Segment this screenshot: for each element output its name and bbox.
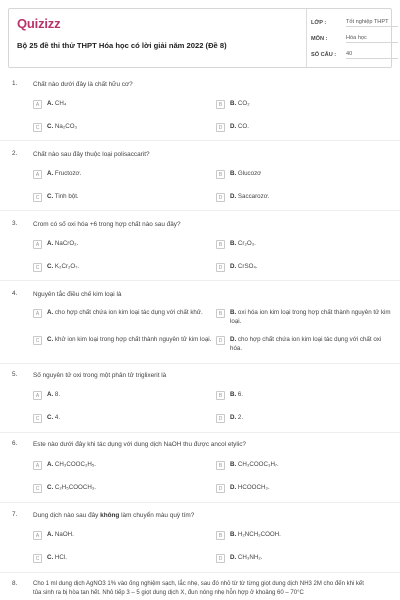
- option-letter-box: C: [33, 336, 42, 345]
- option-d[interactable]: [216, 193, 386, 202]
- option-letter: C.: [47, 554, 54, 561]
- option-b[interactable]: [216, 170, 386, 179]
- question-number: 1.: [12, 80, 18, 87]
- question-text: Chất nào dưới đây là chất hữu cơ?: [33, 81, 133, 88]
- option-text: NaCrO₂.: [54, 240, 79, 247]
- option-c[interactable]: [33, 554, 203, 563]
- option-a[interactable]: [33, 100, 203, 109]
- question-number: 4.: [12, 290, 18, 297]
- option-letter-box: D: [216, 123, 225, 132]
- question-divider: [0, 502, 400, 503]
- option-letter-box: B: [216, 100, 225, 109]
- option-letter-box: D: [216, 193, 225, 202]
- meta-label: MÔN :: [311, 36, 328, 42]
- question-text: Crom có số oxi hóa +6 trong hợp chất nào sau đây?: [33, 221, 181, 228]
- option-c[interactable]: [33, 336, 213, 345]
- option-text: cho hợp chất chứa ion kim loại tác dụng với chất oxi hóa.: [230, 336, 382, 352]
- option-letter: C.: [47, 414, 54, 421]
- option-text: CH₃COOC₂H₅.: [54, 461, 97, 468]
- option-letter-box: A: [33, 240, 42, 249]
- option-letter: C.: [47, 263, 54, 270]
- option-letter-box: A: [33, 309, 42, 318]
- option-letter: C.: [47, 193, 54, 200]
- option-letter-box: B: [216, 391, 225, 400]
- meta-value: 40: [346, 51, 398, 59]
- question-divider: [0, 140, 400, 141]
- option-letter: A.: [47, 170, 54, 177]
- option-d[interactable]: [216, 554, 386, 563]
- option-text: 2.: [237, 414, 244, 421]
- option-letter-box: C: [33, 193, 42, 202]
- option-letter: D.: [230, 123, 237, 130]
- option-text: khử ion kim loại trong hợp chất thành nguyên tử kim loại.: [54, 336, 212, 343]
- option-letter-box: A: [33, 391, 42, 400]
- option-text: CH₃COOC₃H₇.: [237, 461, 279, 468]
- option-letter-box: B: [216, 461, 225, 470]
- question-number: 7.: [12, 511, 18, 518]
- option-text: C₂H₅COOCH₃.: [54, 484, 97, 491]
- question-text: Este nào dưới đây khi tác dụng với dung dịch NaOH thu được ancol etylic?: [33, 441, 246, 448]
- question-divider: [0, 210, 400, 211]
- option-letter: A.: [47, 309, 54, 316]
- question-text: Chất nào sau đây thuộc loại polisaccarit?: [33, 151, 150, 158]
- option-a[interactable]: [33, 170, 203, 179]
- option-letter: B.: [230, 391, 237, 398]
- option-letter: A.: [47, 100, 54, 107]
- option-letter-box: A: [33, 170, 42, 179]
- option-letter-box: B: [216, 531, 225, 540]
- option-text: HCl.: [54, 554, 67, 561]
- option-letter-box: D: [216, 263, 225, 272]
- option-text: cho hợp chất chứa ion kim loại tác dụng với chất khử.: [54, 309, 203, 316]
- option-letter: D.: [230, 414, 237, 421]
- option-letter-box: C: [33, 414, 42, 423]
- option-text: 6.: [237, 391, 244, 398]
- option-letter: C.: [47, 484, 54, 491]
- option-d[interactable]: [216, 123, 386, 132]
- option-letter: D.: [230, 193, 237, 200]
- option-letter: C.: [47, 123, 54, 130]
- option-text: Na₂CO₃: [54, 123, 78, 130]
- quizizz-logo: Quizizz: [17, 16, 61, 31]
- option-letter: B.: [230, 240, 237, 247]
- option-b[interactable]: [216, 309, 392, 326]
- option-c[interactable]: [33, 484, 203, 493]
- option-letter: C.: [47, 336, 54, 343]
- option-letter-box: C: [33, 263, 42, 272]
- question-number: 8.: [12, 580, 18, 587]
- option-letter-box: C: [33, 554, 42, 563]
- option-letter-box: B: [216, 240, 225, 249]
- meta-question-count: [311, 49, 398, 61]
- option-b[interactable]: [216, 391, 386, 400]
- option-text: K₂Cr₂O₇.: [54, 263, 80, 270]
- option-text: Cr₂O₃.: [237, 240, 256, 247]
- question-text: Số nguyên tử oxi trong một phân tử triglixerit là: [33, 372, 167, 379]
- option-letter: B.: [230, 461, 237, 468]
- option-d[interactable]: [216, 414, 386, 423]
- option-letter-box: C: [33, 484, 42, 493]
- option-letter-box: D: [216, 484, 225, 493]
- option-c[interactable]: [33, 414, 203, 423]
- option-letter: B.: [230, 170, 237, 177]
- question-divider: [0, 432, 400, 433]
- option-c[interactable]: [33, 263, 203, 272]
- question-number: 3.: [12, 220, 18, 227]
- page-title: Bộ 25 đề thi thử THPT Hóa học có lời giải năm 2022 (Đề 8): [17, 41, 227, 50]
- option-letter-box: D: [216, 414, 225, 423]
- question-number: 6.: [12, 440, 18, 447]
- option-text: Glucozơ: [237, 170, 262, 177]
- option-text: 8.: [54, 391, 61, 398]
- option-letter-box: D: [216, 554, 225, 563]
- option-b[interactable]: [216, 100, 386, 109]
- option-text: CH₃NH₂.: [237, 554, 263, 561]
- option-letter: A.: [47, 240, 54, 247]
- option-d[interactable]: [216, 263, 386, 272]
- question-divider: [0, 572, 400, 573]
- option-text: Fructozơ.: [54, 170, 82, 177]
- option-letter-box: B: [216, 309, 225, 318]
- option-text: CH₄: [54, 100, 67, 107]
- question-divider: [0, 280, 400, 281]
- option-letter: A.: [47, 391, 54, 398]
- option-letter: A.: [47, 461, 54, 468]
- meta-class: [311, 17, 398, 29]
- option-text: HCOOCH₃.: [237, 484, 270, 491]
- option-letter-box: B: [216, 170, 225, 179]
- option-text: Tinh bột.: [54, 193, 79, 200]
- option-text: Saccarozơ.: [237, 193, 270, 200]
- option-a[interactable]: [33, 240, 203, 249]
- meta-subject: [311, 33, 398, 45]
- option-text: 4.: [54, 414, 61, 421]
- meta-value: Hóa học: [346, 35, 398, 43]
- option-a[interactable]: [33, 461, 203, 470]
- question-number: 5.: [12, 371, 18, 378]
- option-b[interactable]: [216, 461, 386, 470]
- option-letter: D.: [230, 484, 237, 491]
- option-letter: B.: [230, 100, 237, 107]
- option-a[interactable]: [33, 309, 213, 318]
- option-c[interactable]: [33, 193, 203, 202]
- option-letter: A.: [47, 531, 54, 538]
- question-divider: [0, 363, 400, 364]
- option-text: H₂NCH₂COOH.: [237, 531, 281, 538]
- option-letter: D.: [230, 263, 237, 270]
- option-letter-box: A: [33, 100, 42, 109]
- option-letter-box: A: [33, 461, 42, 470]
- option-b[interactable]: [216, 240, 386, 249]
- option-letter: D.: [230, 336, 237, 343]
- meta-label: SỐ CÂU :: [311, 52, 337, 58]
- question-text: Dung dịch nào sau đây không làm chuyển màu quỳ tím?: [33, 512, 195, 519]
- option-text: NaOH.: [54, 531, 74, 538]
- meta-value: Tốt nghiệp THPT: [346, 19, 398, 27]
- option-b[interactable]: [216, 531, 386, 540]
- option-text: CO₂: [237, 100, 250, 107]
- option-d[interactable]: [216, 336, 392, 353]
- option-a[interactable]: [33, 531, 203, 540]
- worksheet-header: [8, 8, 392, 68]
- option-letter-box: D: [216, 336, 225, 345]
- option-letter: D.: [230, 554, 237, 561]
- question-text: Cho 1 ml dung dịch AgNO3 1% vào ống nghiệm sạch, lắc nhẹ, sau đó nhỏ từ từ từng giọt dung dịch NH3 2M cho đến khi kết tủa sinh ra bị hòa tan hết. Nhỏ tiếp 3 – 5 giọt dung dịch X, đun nóng nhẹ hỗn hợp ở khoảng 60 – 70°C: [33, 581, 364, 596]
- question-text: Nguyên tắc điều chế kim loại là: [33, 291, 122, 298]
- option-a[interactable]: [33, 391, 203, 400]
- option-letter: B.: [230, 531, 237, 538]
- question-number: 2.: [12, 150, 18, 157]
- option-d[interactable]: [216, 484, 386, 493]
- option-letter-box: A: [33, 531, 42, 540]
- option-c[interactable]: [33, 123, 203, 132]
- meta-label: LỚP :: [311, 20, 327, 26]
- header-divider: [306, 9, 307, 67]
- emphasis-not: không: [100, 512, 120, 519]
- option-text: oxi hóa ion kim loại trong hợp chất thành nguyên tử kim loại.: [230, 309, 391, 325]
- option-letter-box: C: [33, 123, 42, 132]
- option-text: CO.: [237, 123, 249, 130]
- option-text: CrSO₄.: [237, 263, 258, 270]
- option-letter: B.: [230, 309, 237, 316]
